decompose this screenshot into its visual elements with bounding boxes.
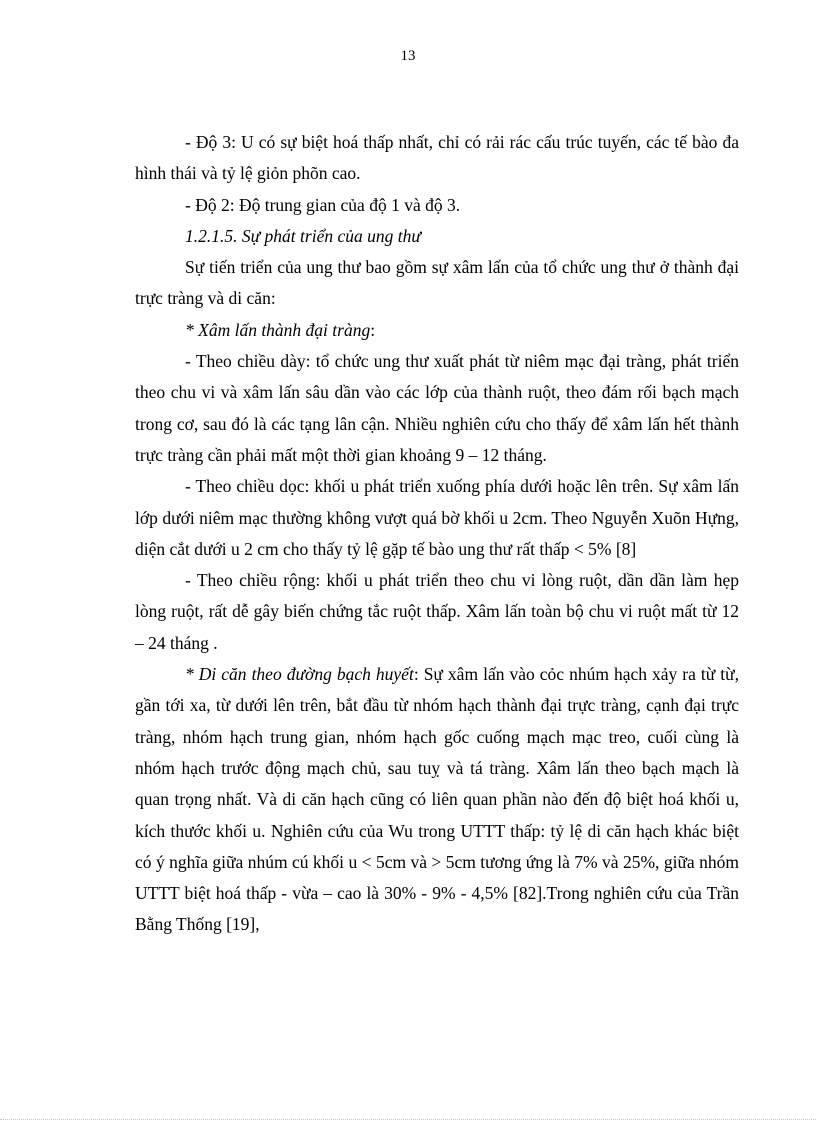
page-number: 13 bbox=[400, 48, 416, 64]
paragraph-lymphatic-spread bbox=[135, 659, 739, 941]
subheading-wall-invasion bbox=[135, 315, 739, 346]
page-bottom-divider bbox=[0, 1119, 816, 1120]
paragraph-grade-2: - Độ 2: Độ trung gian của độ 1 và độ 3. bbox=[185, 194, 461, 215]
paragraph-grade-3: - Độ 3: U có sự biệt hoá thấp nhất, chỉ có rải rác cấu trúc tuyến, các tế bào đa hình thái và tỷ lệ giỏn phõn cao. bbox=[135, 132, 739, 184]
document-body bbox=[135, 127, 739, 941]
subheading-lymphatic: * Di căn theo đường bạch huyết bbox=[185, 664, 414, 685]
paragraph-progression-intro: Sự tiến triển của ung thư bao gồm sự xâm lấn của tổ chức ung thư ở thành đại trực tràng và di căn: bbox=[135, 257, 739, 309]
lymphatic-text: : Sự xâm lấn vào cỏc nhúm hạch xảy ra từ từ, gần tới xa, từ dưới lên trên, bắt đầu từ nhóm hạch thành đại trực tràng, cạnh đại trực tràng, nhóm hạch trung gian, nhóm hạch gốc cuống mạch mạc treo, cuối cùng là nhóm hạch trước động mạch chủ, sau tuỵ và tá tràng. Xâm lấn theo bạch mạch là quan trọng nhất. Và di căn hạch cũng có liên quan phần nào đến độ biệt hoá khối u, kích thước khối u. Nghiên cứu của Wu trong UTTT thấp: tỷ lệ di căn hạch khác biệt có ý nghĩa giữa nhúm cú khối u < 5cm và > 5cm tương ứng là 7% và 25%, giữa nhóm UTTT biệt hoá thấp - vừa – cao là 30% - 9% - 4,5% [82].Trong nghiên cứu của Trần Bằng Thống [19], bbox=[135, 664, 739, 935]
paragraph-thickness: - Theo chiều dày: tổ chức ung thư xuất phát từ niêm mạc đại tràng, phát triển theo chu vi và xâm lấn sâu dần vào các lớp của thành ruột, theo đám rối bạch mạch trong cơ, sau đó là các tạng lân cận. Nhiều nghiên cứu cho thấy để xâm lấn hết thành trực tràng cần phải mất một thời gian khoảng 9 – 12 tháng. bbox=[135, 351, 739, 465]
subheading-wall-invasion-text: * Xâm lấn thành đại tràng bbox=[185, 319, 371, 340]
subheading-colon: : bbox=[370, 319, 376, 340]
paragraph-longitudinal: - Theo chiều dọc: khối u phát triển xuống phía dưới hoặc lên trên. Sự xâm lấn lớp dưới niêm mạc thường không vượt quá bờ khối u 2cm. Theo Nguyễn Xuõn Hựng, diện cắt dưới u 2 cm cho thấy tỷ lệ gặp tế bào ung thư rất thấp < 5% [8] bbox=[135, 476, 739, 559]
section-heading: 1.2.1.5. Sự phát triển của ung thư bbox=[185, 225, 421, 246]
paragraph-circumferential: - Theo chiều rộng: khối u phát triển theo chu vi lòng ruột, dần dần làm hẹp lòng ruột, rất dễ gây biến chứng tắc ruột thấp. Xâm lấn toàn bộ chu vi ruột mất từ 12 – 24 tháng . bbox=[135, 570, 739, 653]
